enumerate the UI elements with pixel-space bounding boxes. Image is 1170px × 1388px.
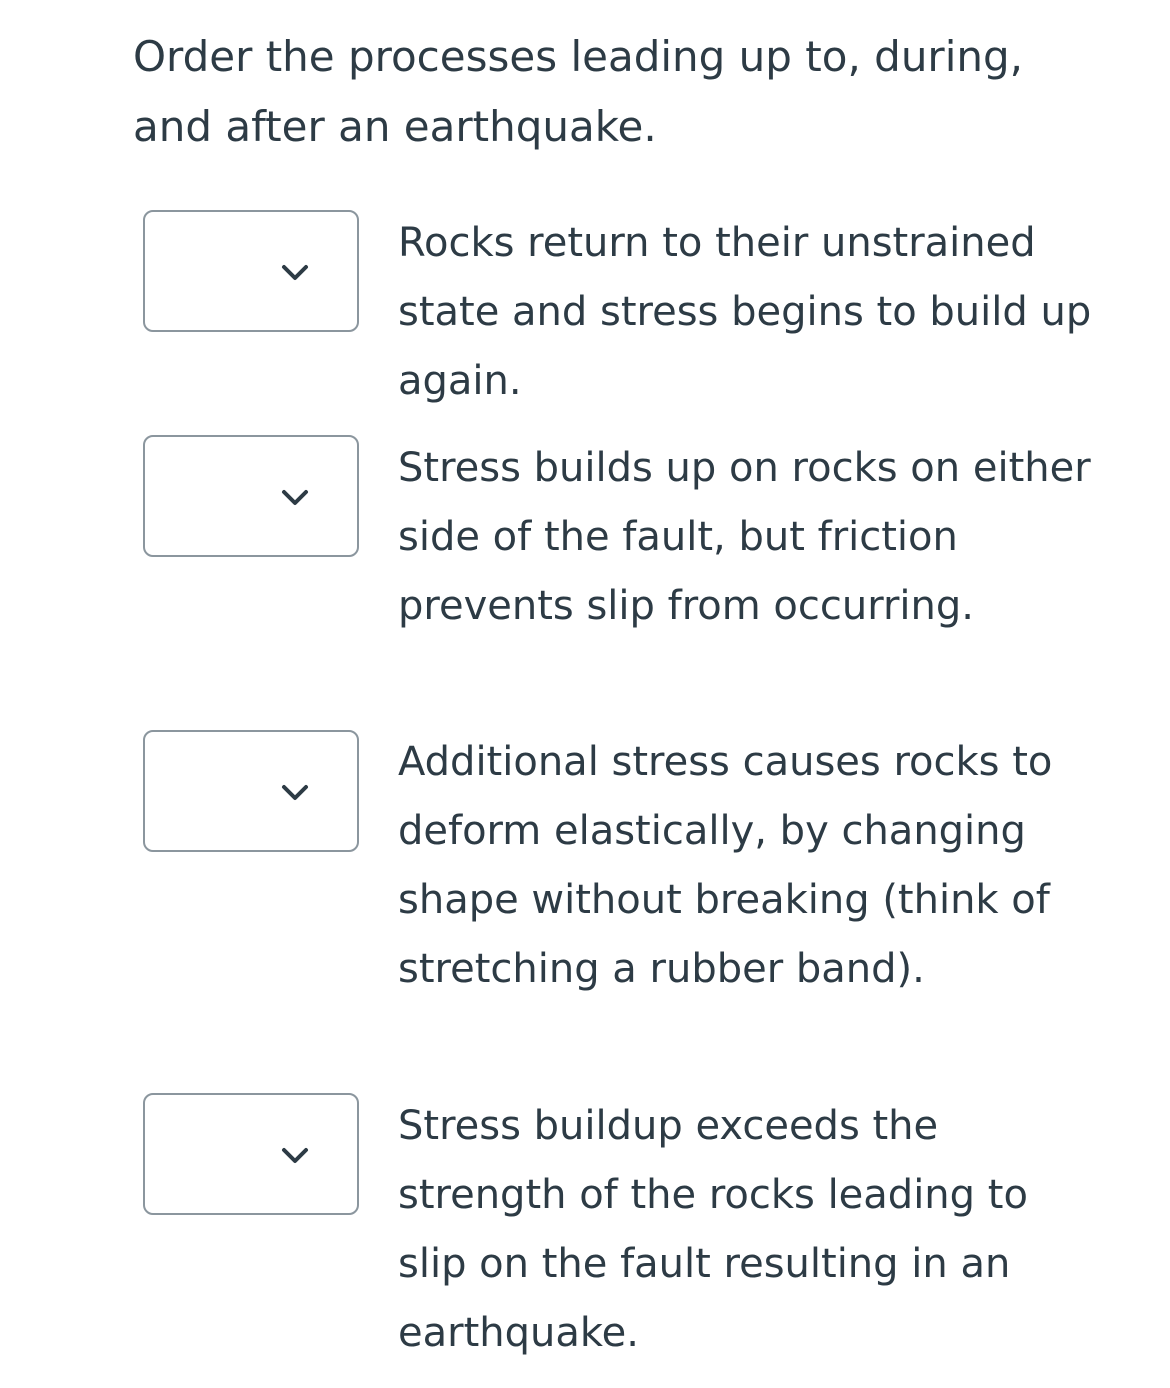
order-dropdown[interactable]: [143, 730, 359, 852]
item-description: Rocks return to their unstrained state and stress begins to build up again.: [398, 220, 1092, 404]
chevron-down-icon: [281, 1147, 309, 1165]
question-text: Order the processes leading up to, during, and after an earthquake.: [133, 32, 1023, 151]
chevron-down-icon: [281, 264, 309, 282]
order-dropdown[interactable]: [143, 1093, 359, 1215]
order-dropdown[interactable]: [143, 210, 359, 332]
item-description: Stress buildup exceeds the strength of the rocks leading to slip on the fault resulting in an earthquake.: [398, 1103, 1028, 1356]
chevron-down-icon: [281, 784, 309, 802]
item-description: Stress builds up on rocks on either side of the fault, but friction prevents slip from occurring.: [398, 445, 1091, 629]
item-description: Additional stress causes rocks to deform elastically, by changing shape without breaking (think of stretching a rubber band).: [398, 739, 1053, 992]
order-dropdown[interactable]: [143, 435, 359, 557]
chevron-down-icon: [281, 489, 309, 507]
